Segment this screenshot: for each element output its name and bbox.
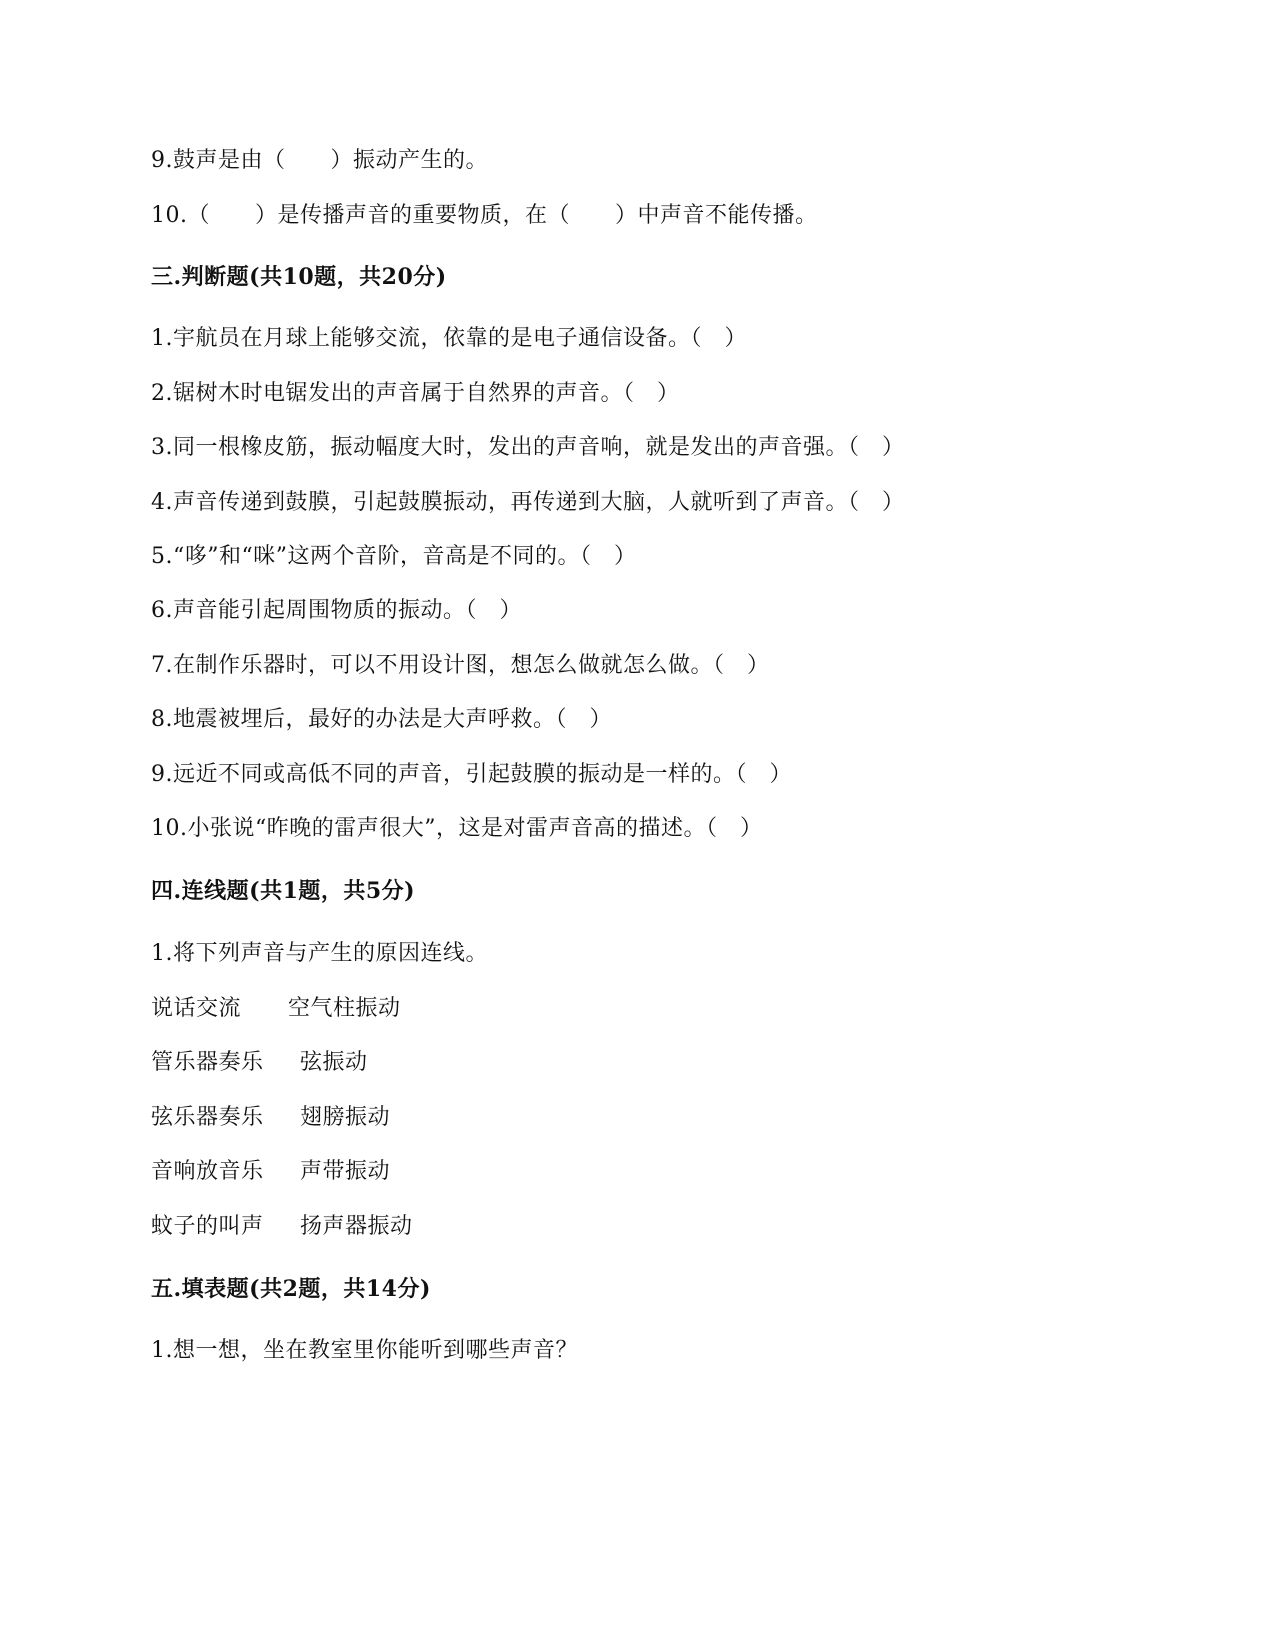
matching-left-item: 弦乐器奏乐 <box>151 1105 264 1130</box>
section-4-heading: 四.连线题(共1题，共5分) <box>151 878 416 904</box>
matching-row <box>151 994 401 1024</box>
question-2-10: 10.（ ）是传播声音的重要物质，在（ ）中声音不能传播。 <box>151 203 818 228</box>
matching-right-item: 弦振动 <box>300 1050 368 1075</box>
matching-left-item: 说话交流 <box>151 996 242 1021</box>
matching-left-item: 音响放音乐 <box>151 1159 264 1184</box>
section-3-heading: 三.判断题(共10题，共20分) <box>151 264 447 290</box>
question-2-9: 9.鼓声是由（ ）振动产生的。 <box>151 148 488 173</box>
matching-right-item: 空气柱振动 <box>288 996 401 1021</box>
matching-left-item: 蚊子的叫声 <box>151 1214 264 1239</box>
judge-item-10: 10.小张说“昨晚的雷声很大”，这是对雷声音高的描述。（ ） <box>151 816 763 841</box>
section-5-heading: 五.填表题(共2题，共14分) <box>151 1276 431 1302</box>
matching-row <box>151 1157 391 1187</box>
matching-left-item: 管乐器奏乐 <box>151 1050 264 1075</box>
matching-row <box>151 1048 368 1078</box>
table-question-1: 1.想一想，坐在教室里你能听到哪些声音？ <box>151 1338 578 1363</box>
judge-item-4: 4.声音传递到鼓膜，引起鼓膜振动，再传递到大脑，人就听到了声音。（ ） <box>151 490 905 515</box>
matching-question-1: 1.将下列声音与产生的原因连线。 <box>151 941 488 966</box>
judge-item-7: 7.在制作乐器时，可以不用设计图，想怎么做就怎么做。（ ） <box>151 653 770 678</box>
judge-item-2: 2.锯树木时电锯发出的声音属于自然界的声音。（ ） <box>151 381 680 406</box>
judge-item-5: 5.“哆”和“咪”这两个音阶，音高是不同的。（ ） <box>151 544 637 569</box>
matching-right-item: 扬声器振动 <box>300 1214 413 1239</box>
matching-right-item: 声带振动 <box>300 1159 391 1184</box>
judge-item-3: 3.同一根橡皮筋，振动幅度大时，发出的声音响，就是发出的声音强。（ ） <box>151 435 905 460</box>
judge-item-6: 6.声音能引起周围物质的振动。（ ） <box>151 598 522 623</box>
judge-item-1: 1.宇航员在月球上能够交流，依靠的是电子通信设备。（ ） <box>151 326 747 351</box>
judge-item-9: 9.远近不同或高低不同的声音，引起鼓膜的振动是一样的。（ ） <box>151 762 792 787</box>
matching-row <box>151 1103 391 1133</box>
matching-row <box>151 1212 413 1242</box>
matching-right-item: 翅膀振动 <box>300 1105 391 1130</box>
judge-item-8: 8.地震被埋后，最好的办法是大声呼救。（ ） <box>151 707 612 732</box>
